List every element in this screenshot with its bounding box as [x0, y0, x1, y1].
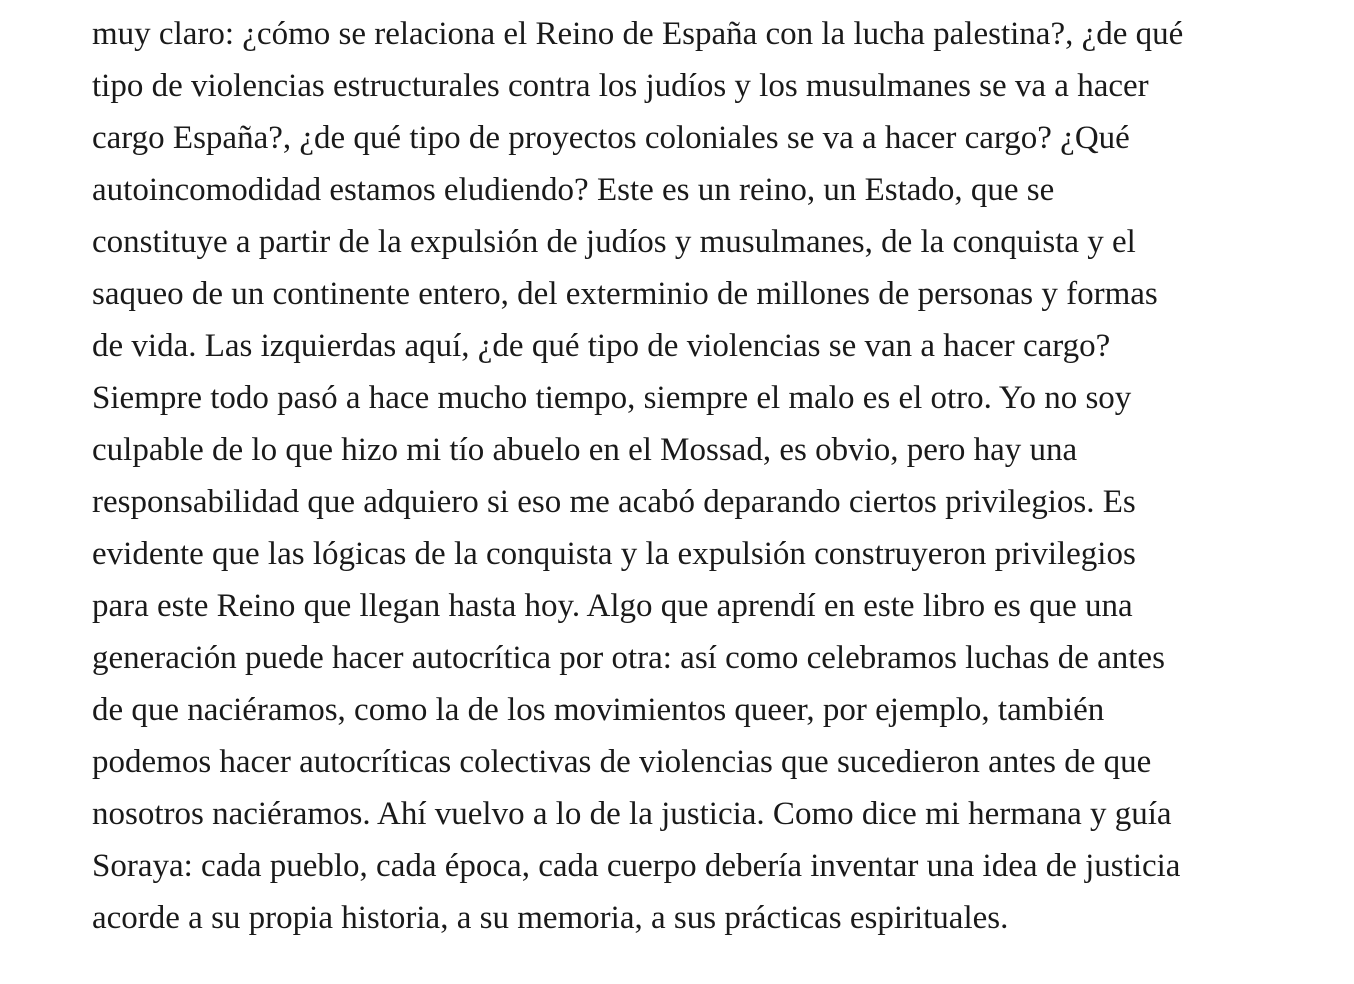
text-line: de vida. Las izquierdas aquí, ¿de qué tipo de violencias se van a hacer cargo?: [92, 328, 1111, 364]
paragraph: [92, 0, 1332, 944]
text-line: culpable de lo que hizo mi tío abuelo en el Mossad, es obvio, pero hay una: [92, 432, 1078, 468]
text-line: muy claro: ¿cómo se relaciona el Reino de España con la lucha palestina?, ¿de qué: [92, 16, 1184, 52]
text-line: saqueo de un continente entero, del exterminio de millones de personas y formas: [92, 276, 1158, 312]
text-line: generación puede hacer autocrítica por otra: así como celebramos luchas de antes: [92, 640, 1165, 676]
text-line: responsabilidad que adquiero si eso me acabó deparando ciertos privilegios. Es: [92, 484, 1136, 520]
text-line: podemos hacer autocríticas colectivas de violencias que sucedieron antes de que: [92, 744, 1152, 780]
text-line: de que naciéramos, como la de los movimientos queer, por ejemplo, también: [92, 692, 1105, 728]
text-line: nosotros naciéramos. Ahí vuelvo a lo de la justicia. Como dice mi hermana y guía: [92, 796, 1172, 832]
text-line: acorde a su propia historia, a su memoria, a sus prácticas espirituales.: [92, 900, 1009, 936]
text-line: tipo de violencias estructurales contra los judíos y los musulmanes se va a hacer: [92, 68, 1149, 104]
text-line: Soraya: cada pueblo, cada época, cada cuerpo debería inventar una idea de justicia: [92, 848, 1181, 884]
text-line: para este Reino que llegan hasta hoy. Algo que aprendí en este libro es que una: [92, 588, 1133, 624]
text-line: constituye a partir de la expulsión de judíos y musulmanes, de la conquista y el: [92, 224, 1136, 260]
article-body: [92, 0, 1332, 944]
text-line-cut-off: [92, 0, 1332, 8]
text-line: autoincomodidad estamos eludiendo? Este es un reino, un Estado, que se: [92, 172, 1055, 208]
text-line: Siempre todo pasó a hace mucho tiempo, siempre el malo es el otro. Yo no soy: [92, 380, 1132, 416]
text-line: cargo España?, ¿de qué tipo de proyectos coloniales se va a hacer cargo? ¿Qué: [92, 120, 1130, 156]
text-line: evidente que las lógicas de la conquista y la expulsión construyeron privilegios: [92, 536, 1136, 572]
